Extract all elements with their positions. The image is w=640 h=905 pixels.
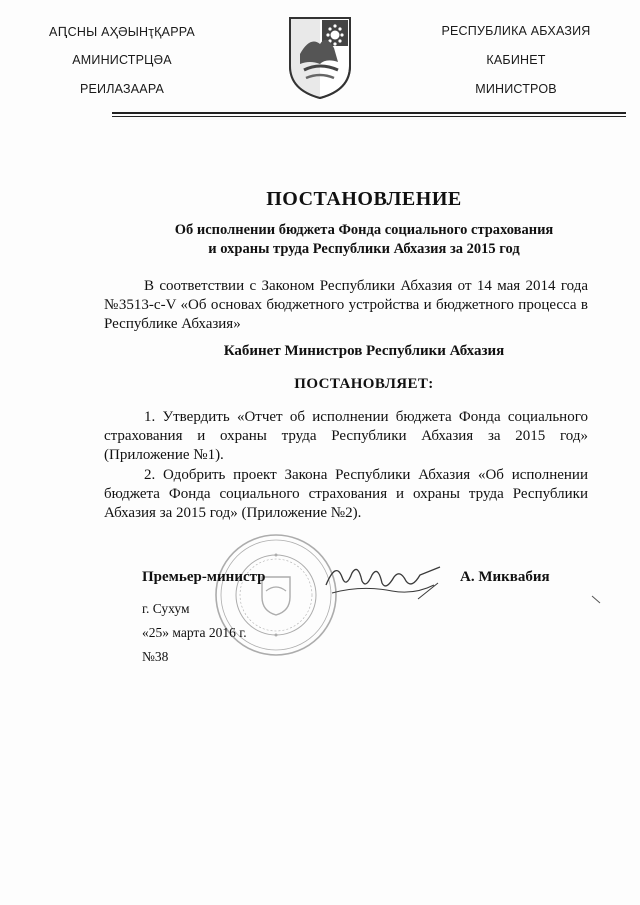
intro-text: В соответствии с Законом Республики Абхазия от 14 мая 2014 года №3513-с-V «Об основах бюджетного устройства и бюджетного процесса в Республике Абхазия» [104,278,588,332]
header-right-line-1: РЕСПУБЛИКА АБХАЗИЯ [441,24,591,38]
state-emblem-icon [286,14,354,100]
document-subtitle [104,221,624,259]
signatory-name: А. Миквабия [460,569,550,585]
date-of-issue: «25» марта 2016 г. [142,625,247,640]
header-divider-thin [112,116,626,117]
clause-1-text: 1. Утвердить «Отчет об исполнении бюджета Фонда социального страхования и охраны труда Республики Абхазия за 2015 год» (Приложение №1). [104,409,588,463]
header-left-line-3: РЕИЛАЗААРА [79,82,165,96]
clause-1 [104,408,588,465]
header-right-line-3: МИНИСТРОВ [475,82,557,96]
header-right-line-2: КАБИНЕТ [486,53,546,67]
subtitle-line-2: и охраны труда Республики Абхазия за 2015 год [208,241,520,257]
clause-2-text: 2. Одобрить проект Закона Республики Абхазия «Об исполнении бюджета Фонда социального страхования и охраны труда Республики Абхазия за 2015 год» (Приложение №2). [104,467,588,521]
header-divider-thick [112,112,626,114]
cabinet-heading: Кабинет Министров Республики Абхазия [223,343,505,359]
document-number: №38 [142,649,169,664]
document-title: ПОСТАНОВЛЕНИЕ [266,188,462,210]
resolves-heading: ПОСТАНОВЛЯЕТ: [294,376,434,392]
subtitle-line-1: Об исполнении бюджета Фонда социального страхования [174,222,554,238]
handwritten-signature-icon [322,555,444,603]
signatory-title: Премьер-министр [142,569,266,585]
intro-paragraph [104,277,588,334]
clause-2 [104,466,588,523]
stray-mark-icon [590,594,604,606]
place-of-issue: г. Сухум [142,601,190,616]
header-left-line-2: АМИНИСТРЦӘА [72,53,172,67]
header-left-line-1: АԤСНЫ АҲӘЫНҭҚАРРА [49,25,195,39]
